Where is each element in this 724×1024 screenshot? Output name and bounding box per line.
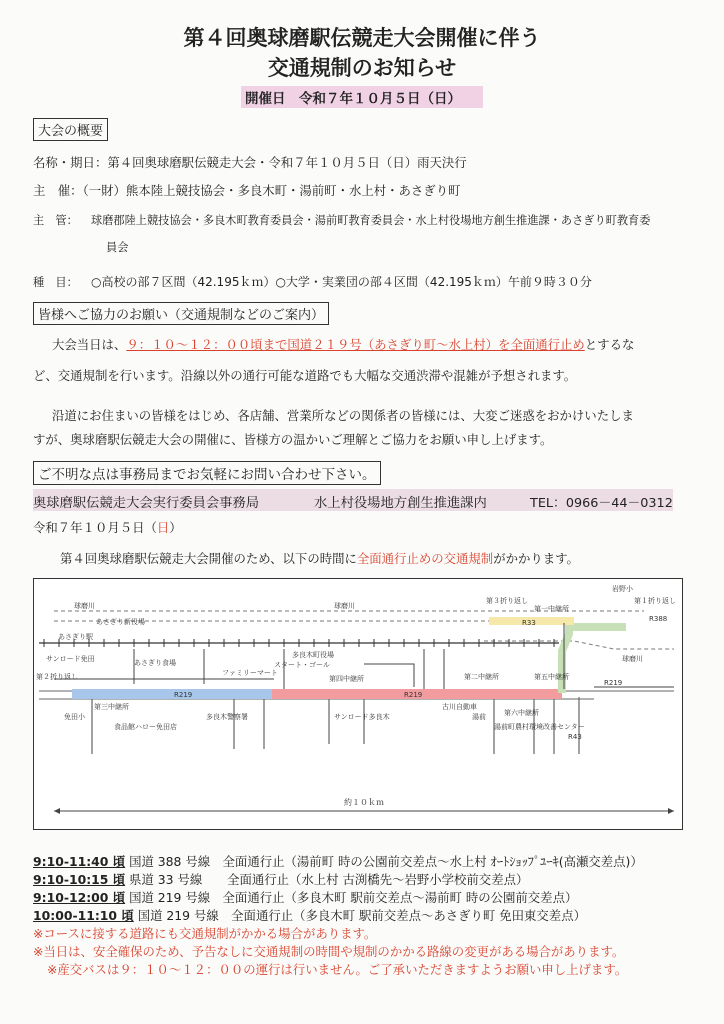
notice-intro-red: 全面通行止めの交通規制 bbox=[356, 551, 494, 566]
title-line-1: 第４回奥球磨駅伝競走大会開催に伴う bbox=[183, 26, 541, 50]
schedule-time: 9:10-12:00 頃 bbox=[33, 890, 126, 905]
map-r43: R43 bbox=[568, 733, 582, 741]
map-r219-b: R219 bbox=[404, 691, 423, 699]
route-map bbox=[33, 578, 683, 830]
notice-intro-tail: がかかります。 bbox=[493, 551, 579, 566]
overview-supervisor-label: 主 管： bbox=[33, 214, 78, 227]
schedule-row bbox=[33, 852, 643, 870]
map-relay4: 第四中継所 bbox=[329, 675, 364, 683]
overview-organizer: 主 催：（一財）熊本陸上競技協会・多良木町・湯前町・水上村・あさぎり町 bbox=[33, 183, 461, 198]
map-menda-school: 免田小 bbox=[64, 713, 85, 721]
map-asagiri-station: あさぎり駅 bbox=[58, 633, 93, 641]
overview-name: 名称・期日：第４回奥球磨駅伝競走大会・令和７年１０月５日（日）雨天決行 bbox=[33, 155, 467, 170]
schedule-row bbox=[33, 906, 586, 924]
schedule-text: 国道 388 号線 全面通行止（湯前町 時の公園前交差点～水上村 ｵｰﾄｼｮｯﾌﾟﾕｰｷ(高瀬交差点)） bbox=[129, 854, 643, 869]
notice-intro bbox=[60, 549, 579, 567]
note-2: ※当日は、安全確保のため、予告なしに交通規制の時間や規制のかかる路線の変更がある場合があります。 bbox=[33, 944, 625, 959]
map-relay3: 第三中継所 bbox=[94, 703, 129, 711]
map-turn-sign-3: 第３折り返し bbox=[486, 597, 528, 605]
schedule-time: 9:10-10:15 頃 bbox=[33, 872, 126, 887]
notice-date-main: 令和７年１０月５日（ bbox=[33, 520, 157, 535]
contact-heading: ご不明な点は事務局までお気軽にお問い合わせ下さい。 bbox=[33, 461, 381, 485]
map-relay2: 第二中継所 bbox=[464, 673, 499, 681]
overview-heading: 大会の概要 bbox=[33, 118, 108, 141]
event-date-row bbox=[0, 86, 724, 108]
request-paragraph-1-line-1 bbox=[52, 335, 634, 353]
schedule-time: 10:00-11:10 頃 bbox=[33, 908, 134, 923]
request-p1-road: 国道２１９号（あさぎり町～水上村）を全面通行止め bbox=[287, 337, 585, 352]
contact-office: 奥球磨駅伝競走大会実行委員会事務局 bbox=[33, 496, 260, 511]
map-taragi-office: 多良木町役場 bbox=[292, 651, 334, 659]
notice-date bbox=[33, 518, 182, 536]
map-r33: R33 bbox=[522, 619, 536, 627]
overview-category-label: 種 目： bbox=[33, 276, 78, 289]
route-segment-blue bbox=[72, 689, 272, 699]
request-heading: 皆様へご協力のお願い（交通規制などのご案内） bbox=[33, 302, 329, 325]
map-relay5: 第五中継所 bbox=[534, 673, 569, 681]
note-3: ※産交バスは９：１０～１２：００の運行は行いません。ご了承いただきますようお願い申し上げます。 bbox=[47, 962, 628, 977]
schedule-time: 9:10-11:40 頃 bbox=[33, 854, 126, 869]
map-river-mid: 球磨川 bbox=[334, 602, 355, 610]
overview-category: ○高校の部７区間（42.195ｋｍ）○大学・実業団の部４区間（42.195ｋｍ）午前９時３０分 bbox=[91, 275, 592, 289]
map-r388: R388 bbox=[649, 615, 668, 623]
map-family-mart: ファミリーマート bbox=[222, 669, 278, 677]
river-line-right bbox=[484, 641, 674, 649]
request-paragraph-2-line-1: 沿道にお住まいの皆様をはじめ、各店舗、営業所などの関係者の皆様には、大変ご迷惑をおかけいたしま bbox=[52, 408, 634, 423]
map-taragi-police: 多良木警察署 bbox=[206, 713, 248, 721]
title-line-2: 交通規制のお知らせ bbox=[267, 56, 457, 80]
request-p1-tail: とするな bbox=[584, 337, 635, 352]
contact-tel: TEL：0966－44－0312 bbox=[530, 496, 673, 511]
map-asagiri-newstation: あさぎり新役場 bbox=[96, 618, 145, 626]
map-start-goal: スタート・ゴール bbox=[274, 661, 330, 669]
request-paragraph-1-line-2: ど、交通規制を行います。沿線以外の通行可能な道路でも大幅な交通渋滞や混雑が予想されます。 bbox=[33, 368, 577, 383]
map-distance: 約１０ｋｍ bbox=[344, 798, 384, 807]
request-paragraph-2-line-2: すが、奥球磨駅伝競走大会の開催に、皆様方の温かいご理解とご協力をお願い申し上げます。 bbox=[33, 432, 553, 447]
map-iwano-school: 岩野小 bbox=[612, 585, 633, 593]
request-p1-lead: 大会当日は、 bbox=[52, 337, 127, 352]
map-furukawa: 古川自動車 bbox=[442, 703, 477, 711]
overview-supervisor-line2: 員会 bbox=[106, 241, 129, 254]
schedule-text: 県道 33 号線 全面通行止（水上村 古渕橋先～岩野小学校前交差点） bbox=[129, 872, 529, 887]
request-p1-time: ９：１０～１２：００頃まで bbox=[126, 337, 288, 352]
map-turn-sign-1: 第１折り返し bbox=[634, 597, 676, 605]
event-date: 開催日 令和７年１０月５日（日） bbox=[241, 86, 483, 108]
contact-dept: 水上村役場地方創生推進課内 bbox=[314, 496, 487, 511]
map-river-left: 球磨川 bbox=[74, 602, 95, 610]
schedule-text: 国道 219 号線 全面通行止（多良木町 駅前交差点～湯前町 時の公園前交差点） bbox=[129, 890, 578, 905]
schedule-text: 国道 219 号線 全面通行止（多良木町 駅前交差点～あさぎり町 免田東交差点） bbox=[137, 908, 586, 923]
map-river-right: 球磨川 bbox=[622, 655, 643, 663]
overview-supervisor-line1: 球磨郡陸上競技協会・多良木町教育委員会・湯前町教育委員会・水上村役場地方創生推進課・あさぎり町教育委 bbox=[91, 214, 651, 227]
notice-date-close: ） bbox=[169, 520, 182, 535]
map-r219-c: R219 bbox=[604, 679, 623, 687]
map-relay6: 第六中継所 bbox=[504, 709, 539, 717]
schedule-row bbox=[33, 870, 528, 888]
map-turn-sign-2: 第２折り返し bbox=[36, 673, 78, 681]
map-sunroad-taragi: サンロード多良木 bbox=[334, 713, 390, 721]
map-yunomae-center: 湯前町農村環境改善センター bbox=[494, 723, 585, 731]
notice-intro-lead: 第４回奥球磨駅伝競走大会開催のため、以下の時間に bbox=[60, 551, 357, 566]
map-relay1: 第一中継所 bbox=[534, 605, 569, 613]
note-1: ※コースに接する道路にも交通規制がかかる場合があります。 bbox=[33, 926, 377, 941]
notice-date-day: 日 bbox=[156, 520, 170, 535]
map-yunomae-station: 湯前 bbox=[472, 713, 486, 721]
map-asagiri-store: あさぎり食場 bbox=[134, 659, 176, 667]
map-food-hello: 食品館ハロー免田店 bbox=[114, 723, 177, 731]
map-r219-a: R219 bbox=[174, 691, 193, 699]
map-sunroad-menda: サンロード免田 bbox=[46, 655, 95, 663]
schedule-row bbox=[33, 888, 577, 906]
